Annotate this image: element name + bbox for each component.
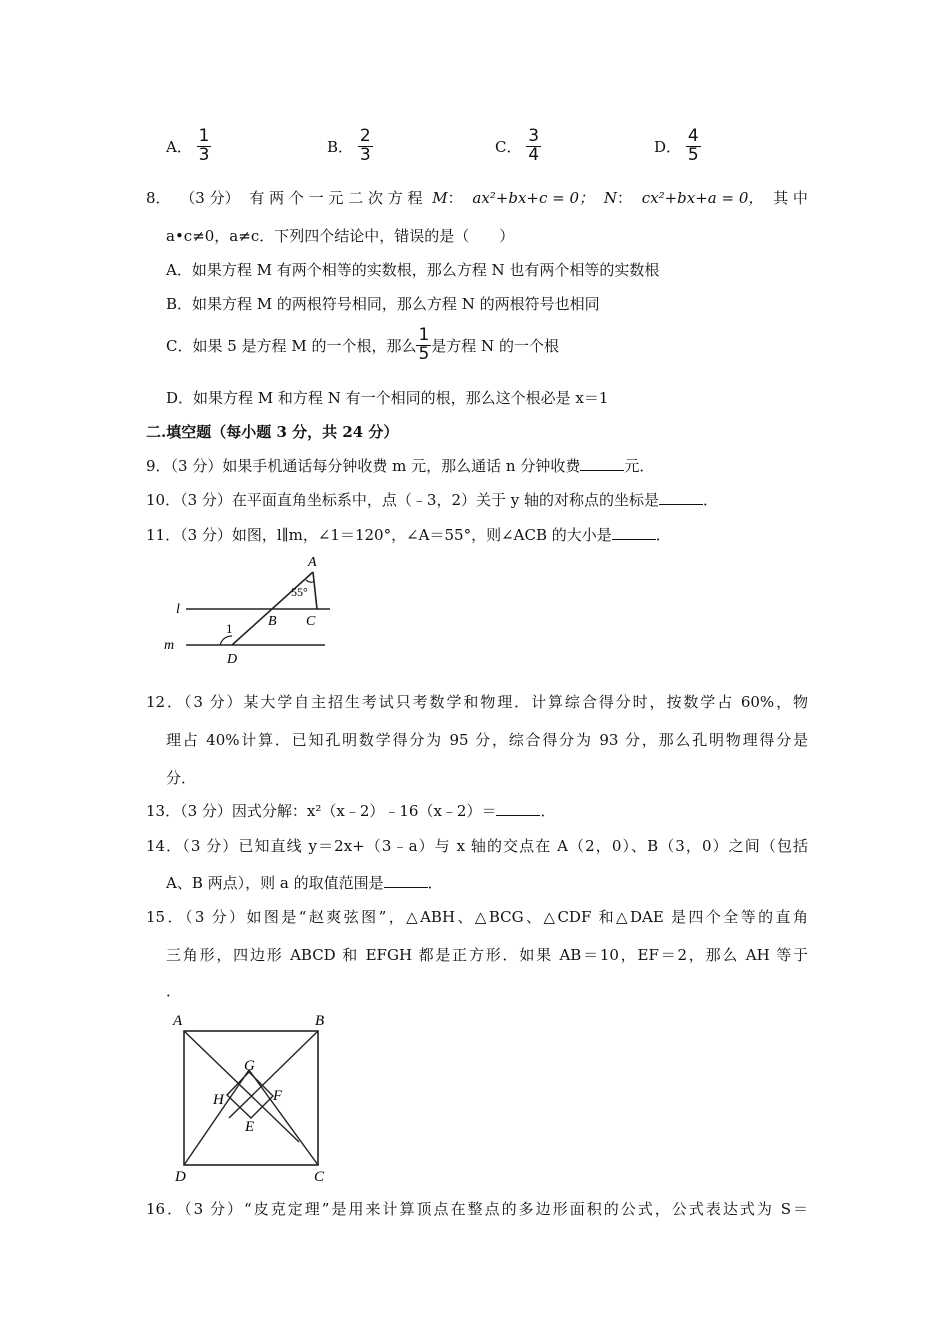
q11 [146,524,671,545]
angle-a-arc [306,580,314,582]
label-1: 1 [226,621,233,636]
answer-blank [580,457,624,471]
q15-line3: ． [166,982,182,1000]
q7-option-b [327,128,373,165]
option-letter: A． [166,137,192,156]
q8-option-b: B．如果方程 M 的两根符号相同，那么方程 N 的两根符号也相同 [166,295,600,313]
label-m: m [164,638,175,653]
q7-option-d [654,128,701,165]
denominator: 4 [528,144,540,165]
q13 [146,800,555,821]
figure-parallel-lines [160,550,340,670]
q14-line2 [166,872,443,893]
label-a: A [173,1013,183,1029]
q15-line2: 三角形，四边形 ABCD 和 EFGH 都是正方形．如果 AB＝10，EF＝2，那么 AH 等于 [166,946,808,964]
q10-text: 10．（3 分）在平面直角坐标系中，点（﹣3，2）关于 y 轴的对称点的坐标是 [146,491,659,509]
q8-line1 [146,187,808,208]
label-l: l [176,602,180,617]
q8-m: M [432,189,448,207]
label-a: A [308,555,317,570]
q12-line2: 理占 40%计算．已知孔明数学得分为 95 分，综合得分为 93 分，那么孔明物理得分是 [166,731,808,749]
label-d: D [175,1169,186,1185]
option-letter: B． [327,137,354,156]
q8-option-a: A．如果方程 M 有两个相等的实数根，那么方程 N 也有两个相等的实数根 [166,261,660,279]
q8-n: N [603,189,617,207]
fraction [686,128,701,165]
answer-blank [384,874,428,888]
q8-text-b: 其 中 [773,189,808,207]
label-c: C [314,1169,325,1185]
fraction [526,128,541,165]
option-letter: C． [495,137,522,156]
fraction [358,128,373,165]
denominator: 3 [198,144,210,165]
q8-number: 8． [146,189,171,207]
label-h: H [213,1092,224,1108]
numerator: 4 [687,126,699,146]
line-d [184,1070,249,1165]
denominator: 5 [418,343,430,364]
q12-line1: 12．（3 分）某大学自主招生考试只考数学和物理．计算综合得分时，按数学占 60%，物 [146,693,808,711]
numerator: 1 [418,325,430,345]
q14-end: ． [427,874,443,892]
colon: ： [447,189,463,207]
label-b: B [315,1013,325,1029]
option-letter: D． [654,137,682,156]
q16-line1: 16．（3 分）“皮克定理”是用来计算顶点在整点的多边形面积的公式，公式表达式为 S＝ [146,1200,808,1218]
q7-option-a [166,128,211,165]
label-c: C [306,614,316,629]
q9-text: 9．（3 分）如果手机通话每分钟收费 m 元，那么通话 n 分钟收费 [146,457,581,475]
line-a [184,1031,299,1142]
q15-line1: 15．（3 分）如图是“赵爽弦图”，△ABH、△BCG、△CDF 和△DAE 是四个全等的直角 [146,908,808,926]
q14-line1: 14．（3 分）已知直线 y＝2x+（3﹣a）与 x 轴的交点在 A（2，0）、B（3，0）之间（包括 [146,837,808,855]
denominator: 5 [687,144,699,165]
q8-eq-n: cx²+bx+a = 0， [641,189,764,207]
q11-end: ． [655,526,671,544]
q8-option-d: D．如果方程 M 和方程 N 有一个相同的根，那么这个根必是 x＝1 [166,389,609,407]
numerator: 3 [528,126,540,146]
fraction [416,327,431,364]
colon: ： [616,189,632,207]
q8-score: （3 分） [180,189,240,207]
label-e: E [245,1119,255,1135]
answer-blank [659,491,703,505]
numerator: 2 [359,126,371,146]
q8-line2: a•c≠0，a≠c．下列四个结论中，错误的是（ ） [166,227,515,245]
figure-zhao-shuang [165,1006,335,1186]
label-angle: 55° [291,585,308,599]
numerator: 1 [198,126,210,146]
q13-text: 13．（3 分）因式分解：x²（x﹣2）﹣16（x﹣2）＝ [146,802,497,820]
q14-text: A、B 两点），则 a 的取值范围是 [166,874,384,892]
label-f: F [273,1088,283,1104]
fraction [197,128,212,165]
line-c [249,1070,318,1165]
q11-text: 11．（3 分）如图，l∥m，∠1＝120°，∠A＝55°，则∠ACB 的大小是 [146,526,612,544]
q12-line3: 分． [166,769,197,787]
angle-1-arc [220,636,232,645]
segment-ac [313,572,317,609]
section-title: 二.填空题（每小题 3 分，共 24 分） [146,423,399,441]
answer-blank [612,526,656,540]
q9 [146,455,654,476]
option-c-pre: C．如果 5 是方程 M 的一个根，那么 [166,336,417,355]
q7-option-c [495,128,541,165]
label-d: D [227,652,238,667]
q8-eq-m: ax²+bx+c = 0； [472,189,595,207]
option-c-post: 是方程 N 的一个根 [431,336,559,355]
answer-blank [496,802,540,816]
q9-end: 元． [624,457,655,475]
denominator: 3 [359,144,371,165]
q10-end: ． [703,491,719,509]
q13-end: ． [540,802,556,820]
line-b [229,1031,318,1118]
label-g: G [244,1058,255,1074]
q8-text-a: 有 两 个 一 元 二 次 方 程 [249,189,423,207]
q10 [146,489,718,510]
label-b: B [268,614,277,629]
q8-option-c [166,327,559,364]
